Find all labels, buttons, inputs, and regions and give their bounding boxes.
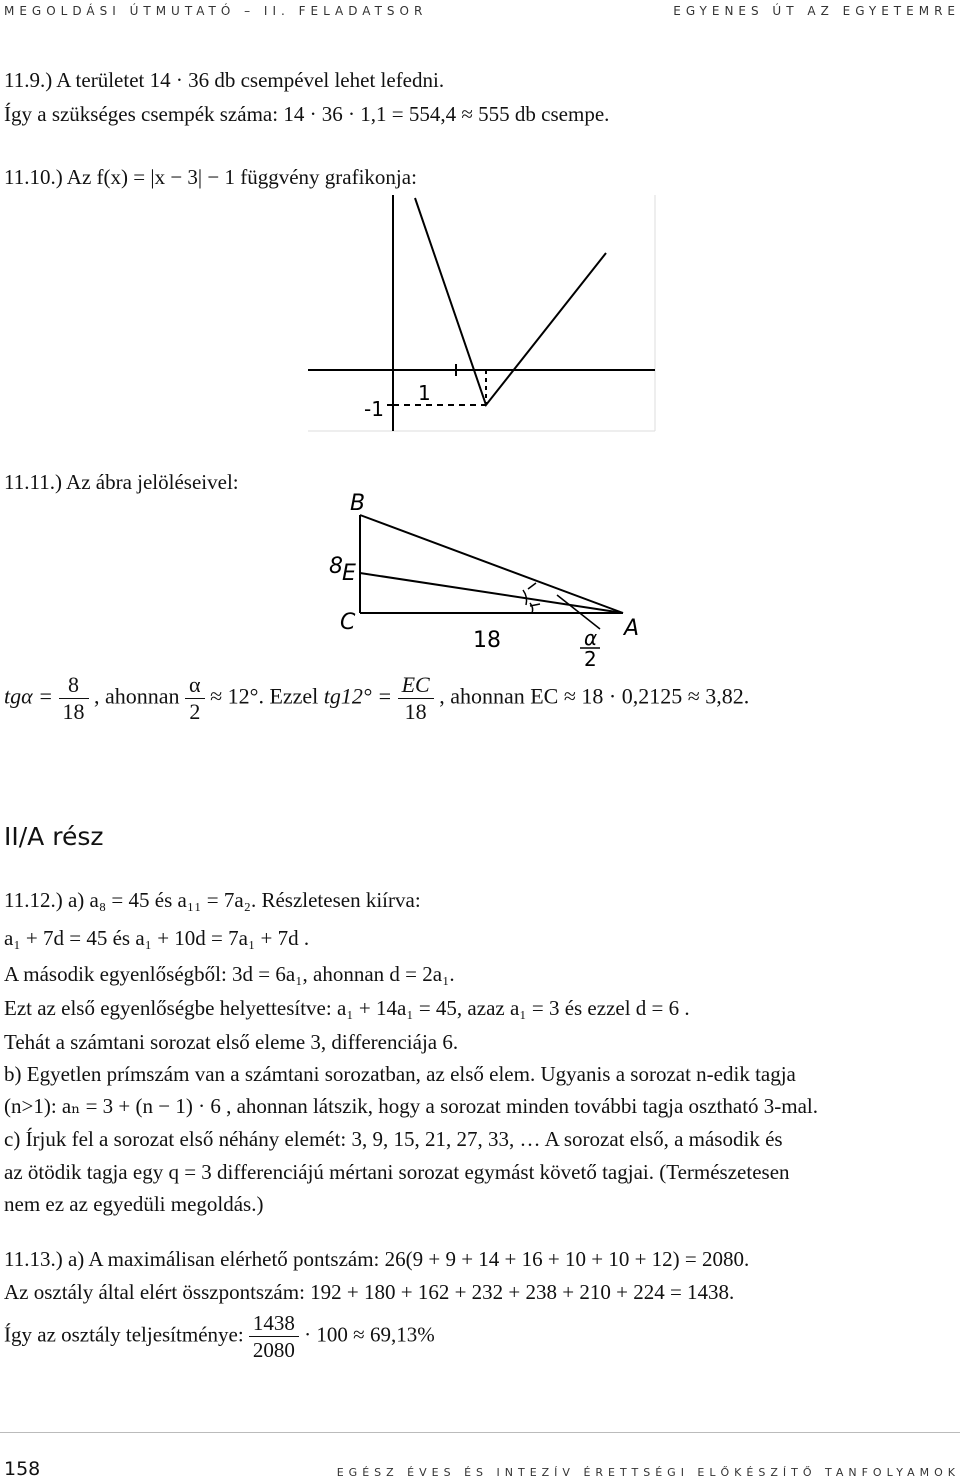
label-side-18: 18	[473, 628, 501, 653]
page-number: 158	[4, 1458, 41, 1480]
label-a: A	[624, 616, 640, 641]
problem-11-12-line5: Tehát a számtani sorozat első eleme 3, differenciája 6.	[4, 1030, 459, 1054]
problem-11-12-line9: az ötödik tagja egy q = 3 differenciájú mértani sorozat egymást követő tagjai. (Természetesen	[4, 1160, 790, 1184]
label-alpha-half-num: α	[584, 626, 598, 650]
side-ba	[360, 515, 623, 613]
problem-11-11-formula: tgα = $\frac{8}{18}$ , ahonnan $\frac{\alpha}{2}$ ≈ 12°. Ezzel tg12° = $\frac{EC}{18}$ , ahonnan EC ≈ 18 · 0,2125 ≈ 3,82.	[4, 672, 750, 724]
angle-arc-lower	[530, 603, 533, 613]
problem-11-9-line1: 11.9.) A területet 14 · 36 db csempével lehet lefedni.	[4, 68, 445, 92]
section-title: II/A rész	[4, 822, 104, 851]
problem-11-12-line8: c) Írjuk fel a sorozat első néhány elemét: 3, 9, 15, 21, 27, 33, … A sorozat első, a második és	[4, 1127, 783, 1151]
footer-rule	[0, 1432, 960, 1433]
footer-text: EGÉSZ ÉVES ÉS INTEZÍV ÉRETTSÉGI ELŐKÉSZÍTŐ TANFOLYAMOK	[336, 1466, 960, 1479]
problem-11-12-line3: A második egyenlőségből: 3d = 6a₁, ahonnan d = 2a₁.	[4, 962, 455, 986]
label-b: B	[350, 491, 366, 516]
problem-11-12-line4: Ezt az első egyenlőségbe helyettesítve: a₁ + 14a₁ = 45, azaz a₁ = 3 és ezzel d = 6 .	[4, 996, 690, 1020]
problem-11-11-intro: 11.11.) Az ábra jelöléseivel:	[4, 470, 239, 494]
performance-prefix: Így az osztály teljesítménye:	[4, 1322, 244, 1347]
fraction-1438-2080: $\frac{1438}{2080}$	[249, 1310, 299, 1363]
problem-11-13-line2: Az osztály által elért összpontszám: 192 + 180 + 162 + 232 + 238 + 210 + 224 = 1438.	[4, 1280, 735, 1304]
fraction-ec-18: $\frac{EC}{18}$	[398, 672, 434, 725]
tg12-lhs: tg12° =	[323, 683, 393, 709]
header-right: EGYENES ÚT AZ EGYETEMRE	[673, 4, 960, 18]
problem-11-12-line1: 11.12.) a) a₈ = 45 és a₁₁ = 7a₂. Részletesen kiírva:	[4, 888, 421, 912]
label-c: C	[340, 610, 356, 635]
label-x-one: 1	[418, 381, 431, 405]
segment-ea	[360, 573, 623, 613]
label-e: E	[342, 561, 356, 586]
problem-11-12-line7: (n>1): aₙ = 3 + (n − 1) · 6 , ahonnan látszik, hogy a sorozat minden további tagja osztható 3-mal.	[4, 1094, 819, 1118]
tg-alpha-lhs: tgα =	[4, 683, 54, 709]
performance-suffix: · 100 ≈ 69,13%	[304, 1322, 435, 1347]
label-alpha-half-den: 2	[584, 647, 597, 670]
label-y-minus-one: -1	[364, 397, 384, 421]
label-side-8: 8	[329, 554, 343, 579]
problem-11-12-line2: a₁ + 7d = 45 és a₁ + 10d = 7a₁ + 7d .	[4, 926, 310, 950]
problem-11-12-line10: nem ez az egyedüli megoldás.)	[4, 1192, 264, 1216]
problem-11-13-line1: 11.13.) a) A maximálisan elérhető pontszám: 26(9 + 9 + 14 + 16 + 10 + 10 + 12) = 2080.	[4, 1247, 750, 1271]
problem-11-10-intro: 11.10.) Az f(x) = |x − 3| − 1 függvény grafikonja:	[4, 165, 417, 189]
fraction-alpha-2: $\frac{\alpha}{2}$	[185, 672, 205, 725]
function-graph	[300, 195, 660, 435]
problem-11-12-line6: b) Egyetlen prímszám van a számtani sorozatban, az első elem. Ugyanis a sorozat n-edik tagja	[4, 1062, 796, 1086]
triangle-figure	[318, 485, 668, 670]
header-left: MEGOLDÁSI ÚTMUTATÓ – II. FELADATSOR	[4, 4, 428, 18]
problem-11-9-line2: Így a szükséges csempék száma: 14 · 36 · 1,1 = 554,4 ≈ 555 db csempe.	[4, 102, 610, 126]
problem-11-13-line3	[4, 1310, 435, 1363]
fraction-8-18: $\frac{8}{18}$	[59, 672, 89, 725]
